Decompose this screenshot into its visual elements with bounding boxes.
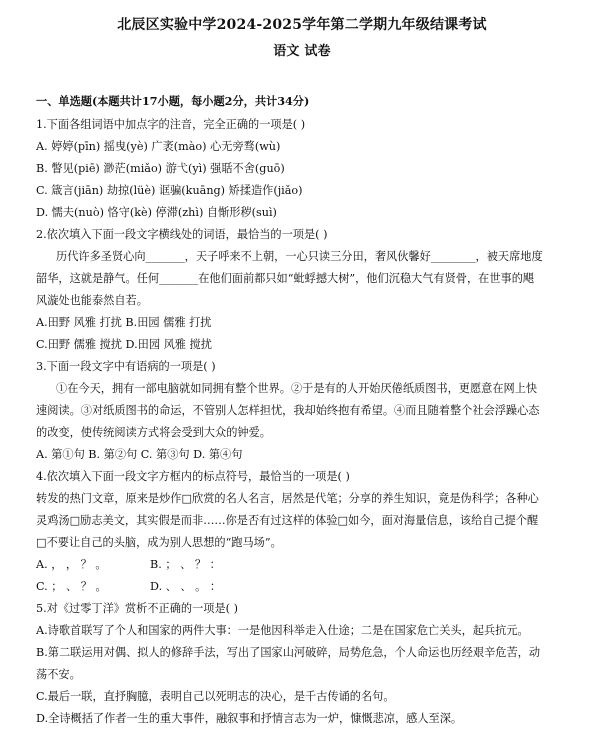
q2-passage-line-1: 历代许多圣贤心向_______，天子呼来不上朝，一心只读三分田，奢风伙馨好________，被天席地度 — [56, 250, 543, 263]
q3-passage-line-1: ①在今天，拥有一部电脑就如同拥有整个世界。②于是有的人开始厌倦纸质图书，更愿意在网上快 — [56, 382, 538, 395]
q1-option-a: A. 婷婷(pīn) 摇曳(yè) 广袤(mào) 心无旁骛(wù) — [36, 140, 281, 153]
exam-title: 北辰区实验中学2024-2025学年第二学期九年级结课考试 — [117, 17, 487, 33]
q5-option-b-line-2: 荡不安。 — [36, 668, 81, 681]
q2-options-cd: C.田野 儒雅 搅扰 D.田园 风雅 搅扰 — [36, 338, 212, 351]
q2-passage-line-3: 风漩处也能泰然自若。 — [36, 294, 148, 307]
q5-option-a: A.诗歌首联写了个人和国家的两件大事：一是他因科举走入仕途；二是在国家危亡关头，起兵抗元。 — [36, 624, 529, 637]
q1-option-b: B. 瞥见(piē) 渺茫(miǎo) 游弋(yì) 强聒不舍(guō) — [36, 162, 285, 175]
q4-passage-line-3: □不要让自己的头脑，成为别人思想的“跑马场”。 — [36, 536, 282, 549]
q2-options-ab: A.田野 风雅 打扰 B.田园 儒雅 打扰 — [36, 316, 212, 329]
q3-passage-line-2: 速阅读。③对纸质图书的命运，不管别人怎样担忧，我却始终抱有希望。④而且随着整个社会浮躁心态 — [36, 404, 540, 417]
q4-passage-line-2: 灵鸡汤□励志美文，其实假是而非……你是否有过这样的体验□如今，面对海量信息，该给自己提个醒 — [36, 514, 539, 527]
q1-option-c: C. 箴言(jiān) 劫掠(lüè) 诓骗(kuāng) 矫揉造作(jiǎo) — [36, 184, 303, 197]
q3-passage-line-3: 的改变，使传统阅读方式将会受到大众的钟爱。 — [36, 426, 271, 439]
q5-stem: 5.对《过零丁洋》赏析不正确的一项是( ) — [36, 602, 238, 615]
q2-passage-line-2: 韶华，这就是静气。任何_______在他们面前都只如“蚍蜉撼大树”，他们沉稳大气有贤骨，在世事的飓 — [36, 272, 535, 285]
q4-stem: 4.依次填入下面一段文字方框内的标点符号，最恰当的一项是( ) — [36, 470, 350, 483]
q5-option-b-line-1: B.第二联运用对偶、拟人的修辞手法，写出了国家山河破碎，局势危急，个人命运也历经艰辛危苦，动 — [36, 646, 541, 659]
q3-stem: 3.下面一段文字中有语病的一项是( ) — [36, 360, 216, 373]
q5-option-c: C.最后一联，直抒胸臆，表明自己以死明志的决心，是千古传诵的名句。 — [36, 690, 395, 703]
q1-stem: 1.下面各组词语中加点字的注音，完全正确的一项是( ) — [36, 118, 306, 131]
q4-option-a: A. ， ， ？ 。 — [36, 558, 107, 571]
q4-option-d: D. 、 、 。 ： — [150, 580, 222, 593]
q3-options: A. 第①句 B. 第②句 C. 第③句 D. 第④句 — [36, 448, 243, 461]
q4-option-c: C. ； 、 ？ 。 — [36, 580, 107, 593]
q4-option-b: B. ； 、 ？ ： — [150, 558, 221, 571]
q1-option-d: D. 懦夫(nuò) 恪守(kè) 停滞(zhì) 自惭形秽(suì) — [36, 206, 277, 219]
q5-option-d: D.全诗概括了作者一生的重大事件，融叙事和抒情言志为一炉，慷慨悲凉，感人至深。 — [36, 712, 463, 725]
section-heading: 一、单选题(本题共计17小题，每小题2分，共计34分) — [36, 94, 310, 108]
q2-stem: 2.依次填入下面一段文字横线处的词语，最恰当的一项是( ) — [36, 228, 328, 241]
exam-subtitle: 语文 试卷 — [273, 44, 331, 59]
q4-passage-line-1: 转发的热门文章，原来是炒作□欣赏的名人名言，居然是代笔；分享的养生知识，竟是伪科学；各种心 — [36, 492, 539, 505]
